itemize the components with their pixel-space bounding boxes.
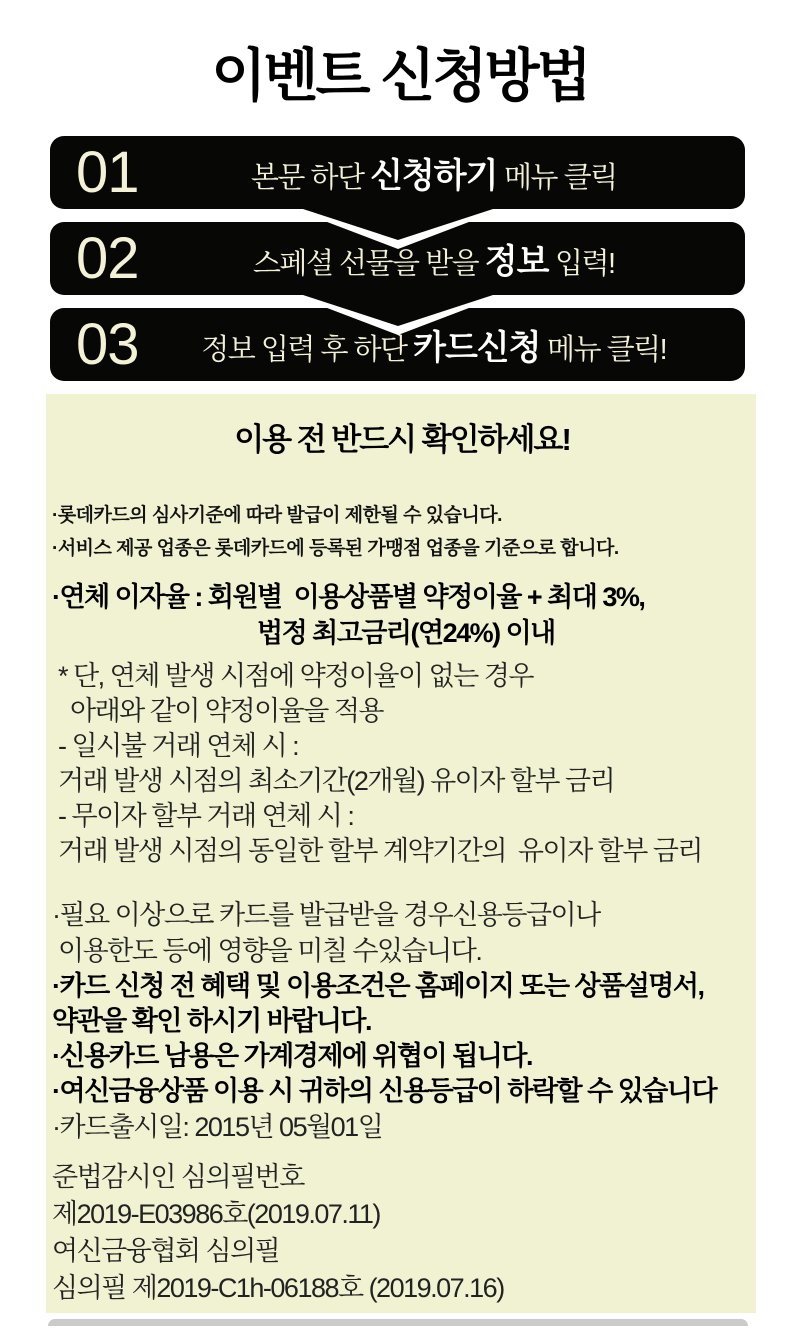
step-text-post: 입력! <box>548 248 615 280</box>
step-text-pre: 본문 하단 <box>250 162 371 194</box>
notice-line: 여신금융협회 심의필 <box>52 1236 280 1266</box>
notice-line: * 단, 연체 발생 시점에 약정이율이 없는 경우 <box>52 661 533 691</box>
step-text-bold: 신청하기 <box>370 157 498 195</box>
notice-line: 이용한도 등에 영향을 미칠 수있습니다. <box>52 936 482 966</box>
notice-line: 심의필 제2019-C1h-06188호 (2019.07.16) <box>52 1273 504 1303</box>
step-list <box>50 136 745 381</box>
step-text-pre: 스페셜 선물을 받을 <box>252 248 485 280</box>
caution-bold <box>52 969 752 1109</box>
notice-line: ·카드출시일: 2015년 05월01일 <box>52 1112 383 1142</box>
caution-regular <box>52 897 752 969</box>
step-text-post: 메뉴 클릭 <box>497 162 617 194</box>
step-description <box>139 148 745 197</box>
step-number: 02 <box>76 225 139 291</box>
notice-line: ·카드 신청 전 혜택 및 이용조건은 홈페이지 또는 상품설명서, <box>52 971 704 1001</box>
notice-line: - 일시불 거래 연체 시 : <box>52 731 299 761</box>
notice-panel <box>46 394 756 1313</box>
notice-line: - 무이자 할부 거래 연체 시 : <box>52 801 354 831</box>
step-number: 01 <box>76 139 139 205</box>
card-launch-date <box>52 1109 752 1145</box>
interest-rate-detail <box>52 659 752 869</box>
step-banner-1 <box>50 136 745 209</box>
page-title: 이벤트 신청방법 <box>211 44 589 108</box>
notice-line: 준법감시인 심의필번호 <box>52 1162 304 1192</box>
notice-line: 법정 최고금리(연24%) 이내 <box>257 618 555 648</box>
notice-line: 제2019-E03986호(2019.07.11) <box>52 1199 380 1229</box>
step-text-bold: 카드신청 <box>413 329 541 367</box>
next-section-edge <box>48 1319 748 1326</box>
notice-line: ·필요 이상으로 카드를 발급받을 경우신용등급이나 <box>52 900 600 930</box>
notice-line: 거래 발생 시점의 동일한 할부 계약기간의 유이자 할부 금리 <box>52 836 702 866</box>
step-text-pre: 정보 입력 후 하단 <box>201 334 414 366</box>
notice-line: ·신용카드 남용은 가계경제에 위협이 됩니다. <box>52 1041 532 1071</box>
approval-block <box>52 1159 752 1307</box>
notice-line: ·여신금융상품 이용 시 귀하의 신용등급이 하락할 수 있습니다 <box>52 1076 717 1106</box>
notice-line: 약관을 확인 하시기 바랍니다. <box>52 1006 371 1036</box>
notice-line: 아래와 같이 약정이율을 적용 <box>52 696 384 726</box>
notice-heading: 이용 전 반드시 확인하세요! <box>234 422 570 457</box>
step-text-post: 메뉴 클릭! <box>540 334 667 366</box>
interest-rate-heading <box>52 579 752 651</box>
notice-small-bullets <box>52 499 752 565</box>
notice-line: ·롯데카드의 심사기준에 따라 발급이 제한될 수 있습니다. <box>52 505 502 526</box>
step-number: 03 <box>76 311 139 377</box>
notice-line: ·서비스 제공 업종은 롯데카드에 등록된 가맹점 업종을 기준으로 합니다. <box>52 538 619 559</box>
step-text-bold: 정보 <box>484 243 549 281</box>
notice-line: ·연체 이자율 : 회원별 이용상품별 약정이율 + 최대 3%, <box>52 582 645 612</box>
notice-line: 거래 발생 시점의 최소기간(2개월) 유이자 할부 금리 <box>52 766 615 796</box>
